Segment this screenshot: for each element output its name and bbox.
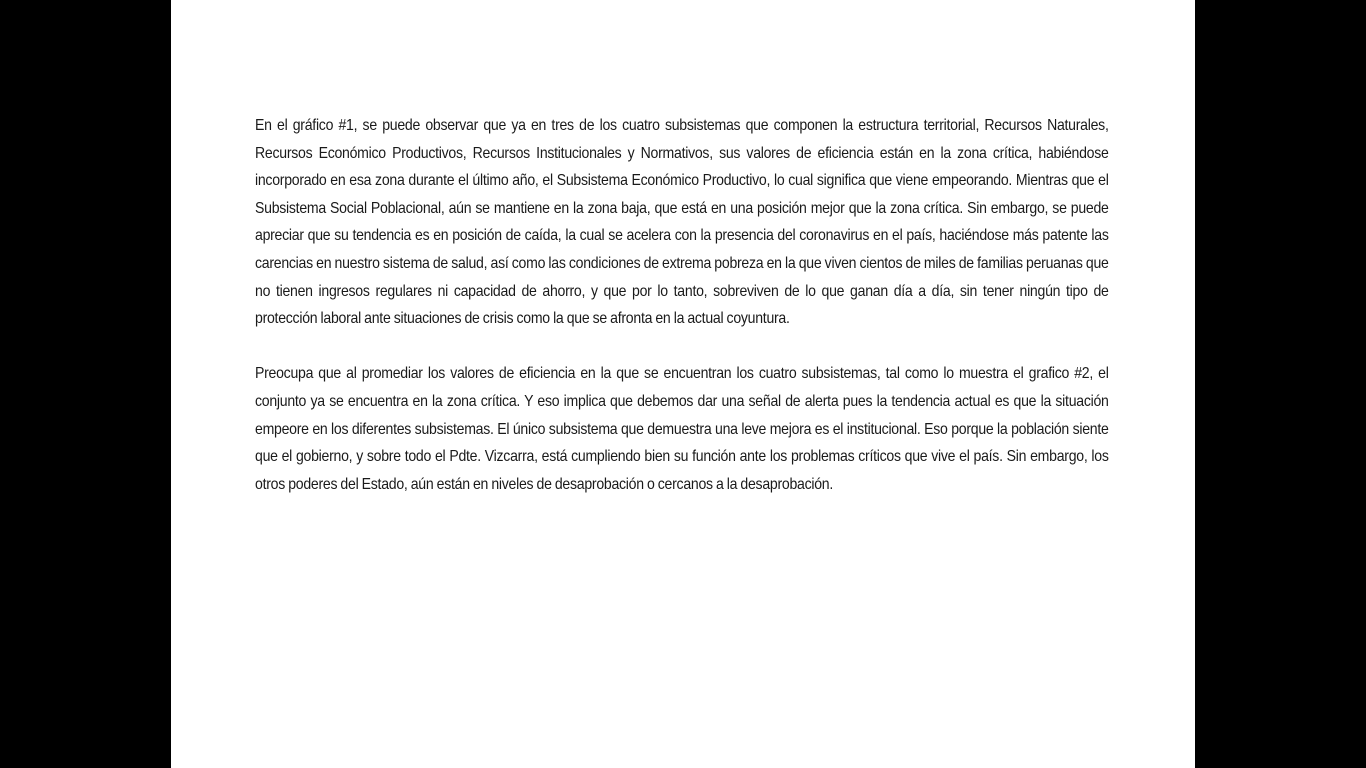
paragraph-1: En el gráfico #1, se puede observar que ya en tres de los cuatro subsistemas que componen la estructura territorial, Recursos Naturales, Recursos Económico Productivos, Recursos Institucionales y Normativos, sus valores de eficiencia están en la zona crítica, habiéndose incorporado en esa zona durante el último año, el Subsistema Económico Productivo, lo cual significa que viene empeorando. Mientras que el Subsistema Social Poblacional, aún se mantiene en la zona baja, que está en una posición mejor que la zona crítica. Sin embargo, se puede apreciar que su tendencia es en posición de caída, la cual se acelera con la presencia del coronavirus en el país, haciéndose más patente las carencias en nuestro sistema de salud, así como las condiciones de extrema pobreza en la que viven cientos de miles de familias peruanas que no tienen ingresos regulares ni capacidad de ahorro, y que por lo tanto, sobreviven de lo que ganan día a día, sin tener ningún tipo de protección laboral ante situaciones de crisis como la que se afronta en la actual coyuntura. — [255, 117, 1109, 328]
body-text — [255, 112, 1109, 498]
paragraph-2: Preocupa que al promediar los valores de eficiencia en la que se encuentran los cuatro subsistemas, tal como lo muestra el grafico #2, el conjunto ya se encuentra en la zona crítica. Y eso implica que debemos dar una señal de alerta pues la tendencia actual es que la situación empeore en los diferentes subsistemas. El único subsistema que demuestra una leve mejora es el institucional. Eso porque la población siente que el gobierno, y sobre todo el Pdte. Vizcarra, está cumpliendo bien su función ante los problemas críticos que vive el país. Sin embargo, los otros poderes del Estado, aún están en niveles de desaprobación o cercanos a la desaprobación. — [255, 365, 1109, 493]
slide-page — [171, 0, 1195, 768]
